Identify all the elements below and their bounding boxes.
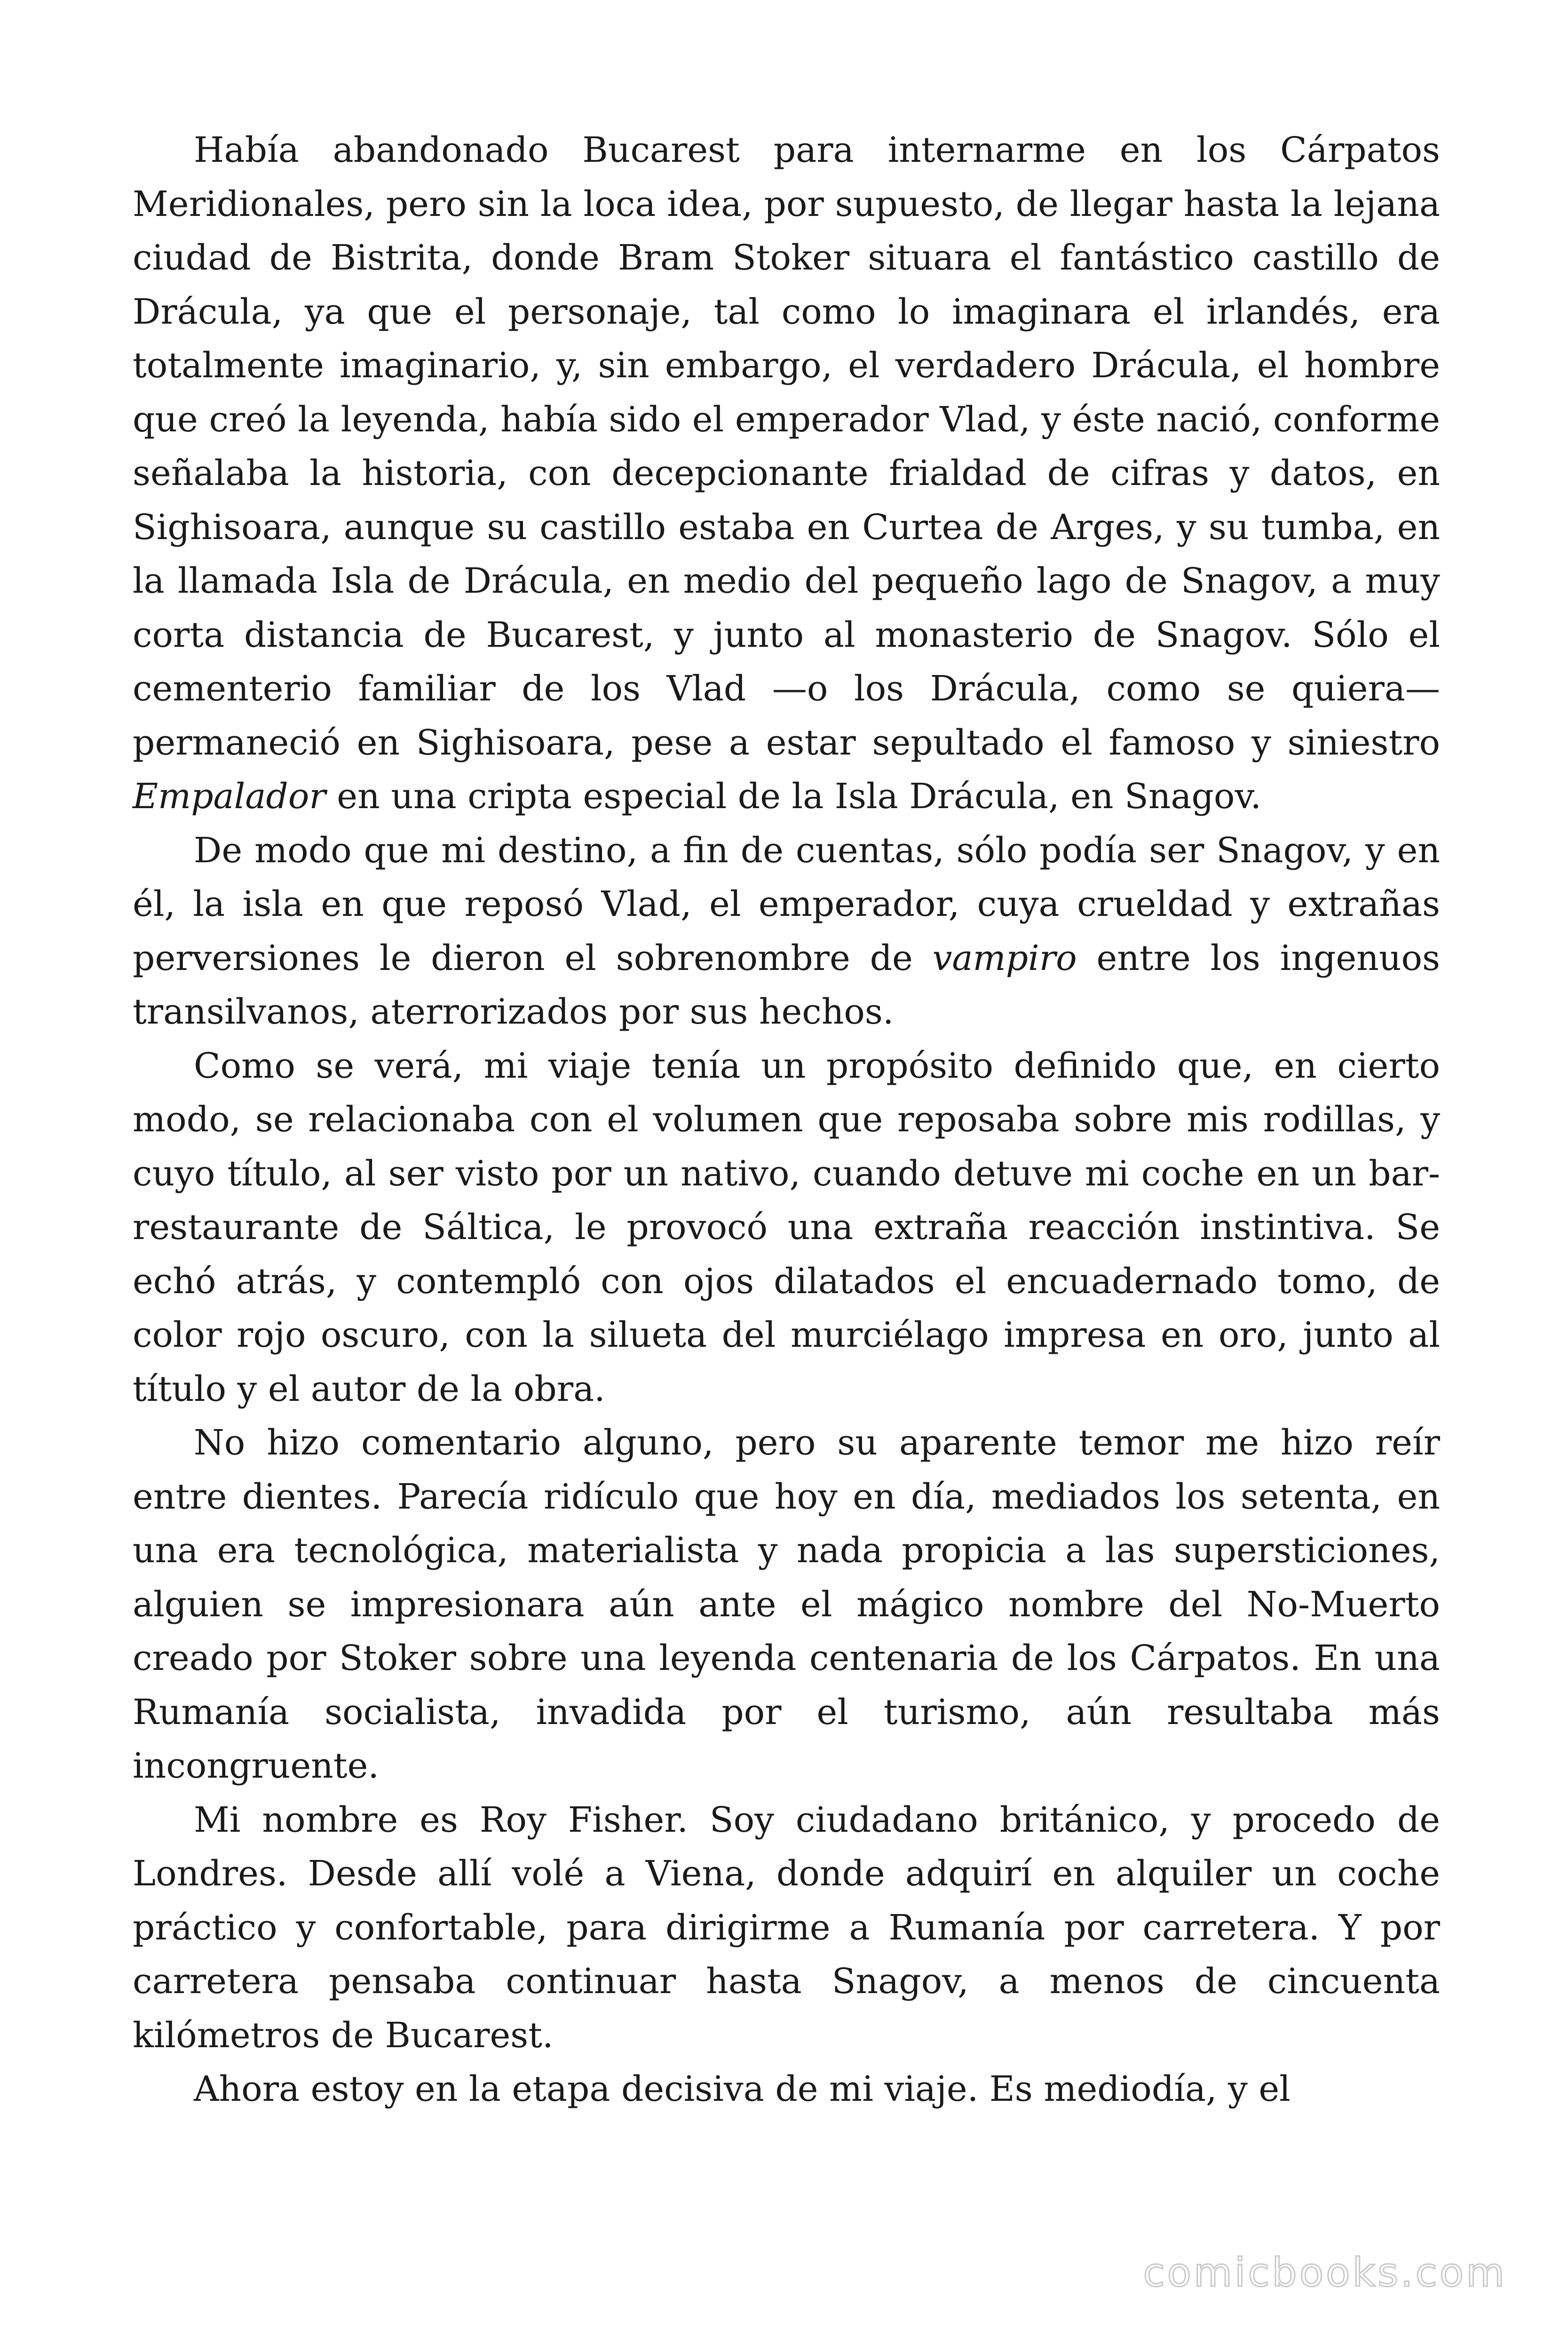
paragraph-2 [133, 824, 1440, 1039]
text-run: No hizo comentario alguno, pero su aparente temor me hizo reír entre dientes. Parecía ridículo que hoy en día, mediados los setenta, en una era tecnológica, materialista y nada propicia a las supersticiones, alguien se impresionara aún ante el mágico nombre del No-Muerto creado por Stoker sobre una leyenda centenaria de los Cárpatos. En una Rumanía socialista, invadida por el turismo, aún resultaba más incongruente. [133, 1422, 1440, 1786]
paragraph-1 [133, 123, 1440, 824]
paragraph-3 [133, 1039, 1440, 1416]
book-page-text [133, 123, 1440, 2116]
paragraph-4 [133, 1416, 1440, 1793]
watermark-logo: comicbooks.com [1143, 2249, 1507, 2296]
paragraph-6 [133, 2062, 1440, 2116]
text-run: Como se verá, mi viaje tenía un propósito definido que, en cierto modo, se relacionaba con el volumen que reposaba sobre mis rodillas, y cuyo título, al ser visto por un nativo, cuando detuve mi coche en un bar-restaurante de Sáltica, le provocó una extraña reacción instintiva. Se echó atrás, y contempló con ojos dilatados el encuadernado tomo, de color rojo oscuro, con la silueta del murciélago impresa en oro, junto al título y el autor de la obra. [133, 1045, 1440, 1409]
italic-text-run: vampiro [932, 938, 1077, 978]
text-run: en una cripta especial de la Isla Drácula, en Snagov. [325, 776, 1261, 817]
text-run: De modo que mi destino, a fin de cuentas, sólo podía ser Snagov, y en él, la isla en que reposó Vlad, el emperador, cuya crueldad y extrañas perversiones le dieron el sobrenombre de [133, 830, 1440, 978]
text-run: entre los ingenuos transilvanos, aterrorizados por sus hechos. [133, 938, 1441, 1032]
text-run: Había abandonado Bucarest para internarme en los Cárpatos Meridionales, pero sin la loca idea, por supuesto, de llegar hasta la lejana ciudad de Bistrita, donde Bram Stoker situara el fantástico castillo de Drácula, ya que el personaje, tal como lo imaginara el irlandés, era totalmente imaginario, y, sin embargo, el verdadero Drácula, el hombre que creó la leyenda, había sido el emperador Vlad, y éste nació, conforme señalaba la historia, con decepcionante frialdad de cifras y datos, en Sighisoara, aunque su castillo estaba en Curtea de Arges, y su tumba, en la llamada Isla de Drácula, en medio del pequeño lago de Snagov, a muy corta distancia de Bucarest, y junto al monasterio de Snagov. Sólo el cementerio familiar de los Vlad —o los Drácula, como se quiera— permaneció en Sighisoara, pese a estar sepultado el famoso y siniestro [133, 130, 1440, 763]
text-run: Ahora estoy en la etapa decisiva de mi viaje. Es mediodía, y el [194, 2069, 1291, 2109]
text-run: Mi nombre es Roy Fisher. Soy ciudadano británico, y procedo de Londres. Desde allí volé a Viena, donde adquirí en alquiler un coche práctico y confortable, para dirigirme a Rumanía por carretera. Y por carretera pensaba continuar hasta Snagov, a menos de cincuenta kilómetros de Bucarest. [133, 1799, 1440, 2056]
paragraph-5 [133, 1793, 1440, 2063]
italic-text-run: Empalador [133, 776, 326, 817]
